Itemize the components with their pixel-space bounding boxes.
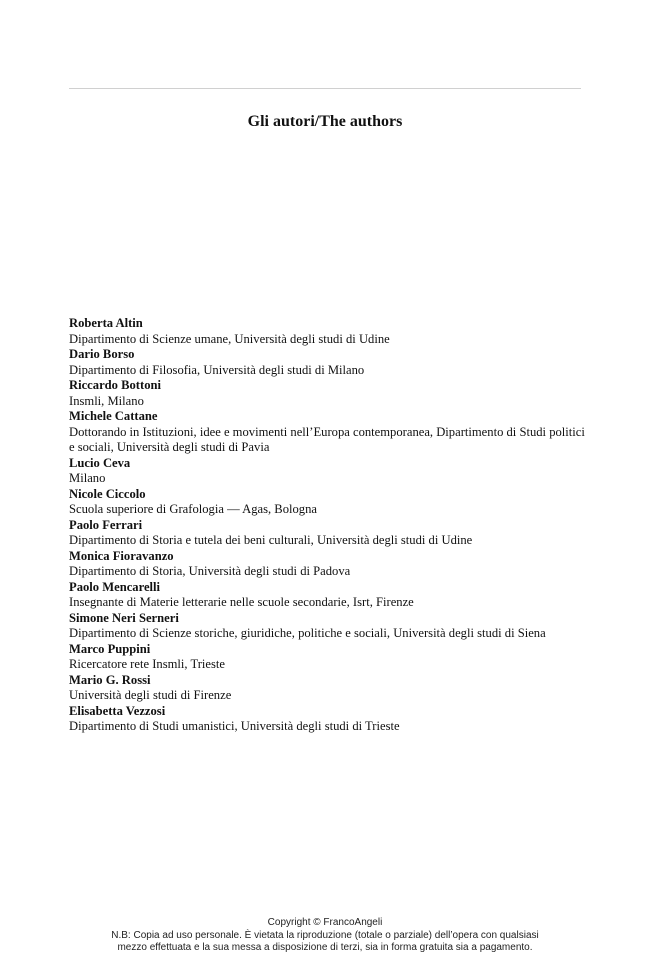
author-name: Elisabetta Vezzosi bbox=[69, 703, 166, 718]
author-name: Michele Cattane bbox=[69, 409, 158, 423]
copyright-line: Copyright © FrancoAngeli bbox=[267, 917, 383, 928]
author-affiliation: Milano bbox=[69, 471, 106, 485]
list-item bbox=[69, 611, 589, 642]
author-name: Simone Neri Serneri bbox=[69, 610, 179, 625]
author-name: Mario G. Rossi bbox=[69, 672, 151, 687]
author-affiliation: Dipartimento di Scienze umane, Università degli studi di Udine bbox=[69, 331, 390, 346]
author-name: Dario Borso bbox=[69, 347, 135, 361]
author-affiliation: Dipartimento di Studi umanistici, Università degli studi di Trieste bbox=[69, 719, 400, 733]
list-item bbox=[69, 409, 589, 456]
list-item bbox=[69, 549, 589, 580]
author-name: Paolo Ferrari bbox=[69, 517, 143, 532]
list-item bbox=[69, 704, 589, 735]
page-title: Gli autori/The authors bbox=[247, 113, 403, 130]
author-affiliation: Insegnante di Materie letterarie nelle scuole secondarie, Isrt, Firenze bbox=[69, 595, 414, 609]
author-name: Roberta Altin bbox=[69, 316, 143, 330]
author-affiliation: Dipartimento di Scienze storiche, giuridiche, politiche e sociali, Università degli studi di Siena bbox=[69, 626, 546, 640]
author-name: Nicole Ciccolo bbox=[69, 486, 146, 501]
list-item bbox=[69, 673, 589, 704]
author-name: Lucio Ceva bbox=[69, 455, 131, 470]
author-affiliation: Dipartimento di Storia e tutela dei beni culturali, Università degli studi di Udine bbox=[69, 533, 473, 547]
list-item bbox=[69, 378, 589, 409]
author-name: Riccardo Bottoni bbox=[69, 378, 161, 392]
list-item bbox=[69, 487, 589, 518]
list-item bbox=[69, 347, 589, 378]
copyright-footer bbox=[0, 917, 650, 955]
author-affiliation: Insmli, Milano bbox=[69, 393, 144, 408]
author-affiliation: Dipartimento di Storia, Università degli studi di Padova bbox=[69, 564, 351, 578]
list-item bbox=[69, 642, 589, 673]
author-affiliation: Dottorando in Istituzioni, idee e movimenti nell’Europa contemporanea, Dipartimento di Studi politici e sociali, Università degli studi di Pavia bbox=[69, 424, 585, 454]
list-item bbox=[69, 580, 589, 611]
list-item bbox=[69, 518, 589, 549]
header-rule bbox=[69, 88, 581, 89]
author-affiliation: Ricercatore rete Insmli, Trieste bbox=[69, 657, 225, 671]
author-name: Paolo Mencarelli bbox=[69, 579, 161, 594]
list-item bbox=[69, 456, 589, 487]
copyright-notice-line-2: mezzo effettuata e la sua messa a disposizione di terzi, sia in forma gratuita sia a pagamento. bbox=[117, 942, 533, 953]
author-name: Monica Fioravanzo bbox=[69, 548, 174, 563]
author-name: Marco Puppini bbox=[69, 641, 151, 656]
copyright-notice-line-1: N.B: Copia ad uso personale. È vietata la riproduzione (totale o parziale) dell’opera con qualsiasi bbox=[111, 929, 539, 941]
author-affiliation: Scuola superiore di Grafologia — Agas, Bologna bbox=[69, 502, 317, 516]
author-affiliation: Università degli studi di Firenze bbox=[69, 688, 232, 702]
author-affiliation: Dipartimento di Filosofia, Università degli studi di Milano bbox=[69, 362, 365, 377]
list-item bbox=[69, 316, 589, 347]
author-list bbox=[69, 316, 589, 735]
